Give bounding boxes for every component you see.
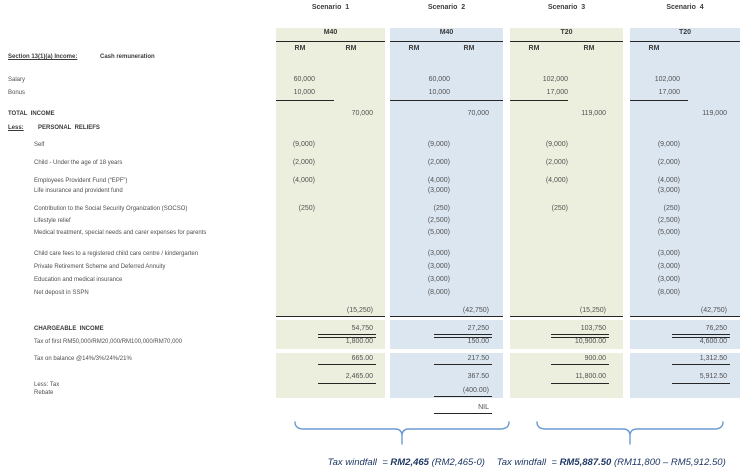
value-cell: (8,000): [657, 289, 680, 296]
scenario-band: [276, 28, 385, 316]
row-label: Contribution to the Social Security Organization (SOCSO): [34, 206, 188, 212]
row-label: Net deposit in SSPN: [34, 290, 89, 296]
value-cell: 665.00: [351, 355, 373, 362]
segment-underline: [630, 41, 740, 43]
scenario-title: Scenario 3: [547, 4, 586, 11]
value-cell: (3,000): [427, 263, 450, 270]
rule-line: [551, 334, 609, 335]
value-cell: (5,000): [657, 229, 680, 236]
value-cell: 102,000: [542, 76, 568, 83]
value-cell: 900.00: [584, 355, 606, 362]
rule-line: [672, 383, 730, 384]
rule-line: [276, 316, 385, 317]
rule-line: [630, 316, 740, 317]
rule-line: [434, 413, 492, 414]
windfall-2-amount: RM5,887.50: [559, 457, 612, 467]
value-cell: (3,000): [427, 187, 450, 194]
windfall-1-prefix: Tax windfall =: [327, 457, 391, 467]
rule-line: [551, 337, 609, 338]
value-cell: (15,250): [579, 307, 606, 314]
value-cell: 17,000: [546, 89, 568, 96]
rm-column-header: RM: [345, 45, 357, 52]
windfall-1-amount: RM2,465: [390, 457, 429, 467]
rm-column-header: RM: [648, 45, 660, 52]
rule-line: [318, 364, 376, 365]
value-cell: 10,000: [428, 89, 450, 96]
rule-line: [434, 334, 492, 335]
rule-line: [318, 334, 376, 335]
row-label: Tax of first RM50,000/RM20,000/RM100,000/RM70,000: [34, 339, 183, 345]
value-cell: (250): [433, 205, 450, 212]
value-cell: 54,750: [351, 325, 373, 332]
value-cell: 367.50: [467, 373, 489, 380]
less-tax-label-line1: Less: Tax: [34, 382, 60, 388]
value-cell: 2,465.00: [345, 373, 373, 380]
scenario-title: Scenario 4: [666, 4, 704, 11]
value-cell: 4,600.00: [699, 338, 727, 345]
rule-line: [630, 100, 688, 101]
scenario-band: [390, 28, 503, 316]
value-cell: (4,000): [657, 177, 680, 184]
row-label: Lifestyle relief: [34, 218, 71, 224]
rule-line: [672, 337, 730, 338]
value-cell: 1,800.00: [345, 338, 373, 345]
value-cell: 60,000: [428, 76, 450, 83]
value-cell: (4,000): [545, 177, 568, 184]
row-label: Bonus: [8, 90, 26, 96]
windfall-1-suffix: (RM2,465-0): [428, 457, 485, 467]
row-label: CHARGEABLE INCOME: [34, 326, 104, 332]
value-cell: (8,000): [427, 289, 450, 296]
rm-column-header: RM: [528, 45, 540, 52]
tax-windfall-note-2: [486, 446, 726, 467]
value-cell: (2,500): [657, 217, 680, 224]
segment-label: T20: [678, 29, 692, 36]
scenario-band: [630, 28, 740, 316]
value-cell: 70,000: [467, 110, 489, 117]
value-cell: NIL: [478, 404, 489, 411]
value-cell: 103,750: [580, 325, 606, 332]
value-cell: 150.00: [467, 338, 489, 345]
value-cell: 119,000: [702, 110, 727, 117]
rule-line: [434, 396, 492, 397]
row-label: Salary: [8, 77, 26, 83]
segment-label: T20: [560, 29, 573, 36]
rule-line: [510, 316, 623, 317]
value-cell: (9,000): [657, 141, 680, 148]
value-cell: (2,000): [427, 159, 450, 166]
rule-line: [672, 334, 730, 335]
value-cell: (5,000): [427, 229, 450, 236]
value-cell: 10,900.00: [574, 338, 606, 345]
value-cell: (4,000): [427, 177, 450, 184]
segment-label: M40: [323, 29, 338, 36]
row-label: Child care fees to a registered child care centre / kindergarten: [34, 251, 199, 257]
row-label: PERSONAL RELIEFS: [38, 125, 100, 131]
rule-line: [318, 337, 376, 338]
value-cell: (42,750): [462, 307, 489, 314]
rm-column-header: RM: [408, 45, 420, 52]
section-heading-sub: Cash remuneration: [100, 54, 155, 60]
rm-column-header: RM: [583, 45, 595, 52]
rule-line: [551, 364, 609, 365]
scenario-title: Scenario 1: [311, 4, 350, 11]
value-cell: (9,000): [545, 141, 568, 148]
rule-line: [551, 383, 609, 384]
rule-line: [510, 100, 568, 101]
value-cell: (2,500): [427, 217, 450, 224]
section-heading-label: Section 13(1)(a) Income:: [8, 54, 78, 60]
value-cell: (9,000): [427, 141, 450, 148]
value-cell: (9,000): [292, 141, 315, 148]
rule-line: [318, 383, 376, 384]
row-label: Self: [34, 142, 45, 148]
value-cell: 119,000: [581, 110, 606, 117]
windfall-2-suffix: (RM11,800 – RM5,912.50): [611, 457, 726, 467]
row-label: Employees Provident Fund (“EPF”): [34, 178, 128, 184]
row-label: Medical treatment, special needs and carer expenses for parents: [34, 230, 207, 236]
rule-line: [434, 337, 492, 338]
rm-column-header: RM: [294, 45, 306, 52]
rm-column-header: RM: [463, 45, 475, 52]
row-label: Private Retirement Scheme and Deferred Annuity: [34, 264, 166, 270]
segment-label: M40: [439, 29, 454, 36]
brace-scenarios-3-4: [537, 422, 723, 444]
segment-underline: [276, 41, 385, 43]
value-cell: (42,750): [700, 307, 727, 314]
tax-windfall-note-1: [317, 446, 485, 467]
row-label: Tax on balance @14%/3%/24%/21%: [34, 356, 132, 362]
value-cell: 217.50: [467, 355, 489, 362]
value-cell: 76,250: [705, 325, 727, 332]
scenario-title: Scenario 2: [427, 4, 466, 11]
value-cell: (3,000): [657, 187, 680, 194]
value-cell: 60,000: [293, 76, 315, 83]
value-cell: 11,800.00: [575, 373, 606, 380]
row-label: Life insurance and provident fund: [34, 188, 123, 194]
value-cell: (250): [663, 205, 680, 212]
value-cell: 1,312.50: [699, 355, 727, 362]
rule-line: [390, 100, 503, 101]
value-cell: (400.00): [462, 387, 489, 394]
row-label: Child - Under the age of 18 years: [34, 160, 123, 166]
value-cell: (4,000): [292, 177, 315, 184]
rule-line: [672, 364, 730, 365]
rule-line: [390, 316, 503, 317]
rule-line: [434, 364, 492, 365]
value-cell: (250): [551, 205, 568, 212]
windfall-2-prefix: Tax windfall =: [496, 457, 560, 467]
row-label: Education and medical insurance: [34, 277, 123, 283]
less-tax-label-line2: Rebate: [34, 390, 54, 396]
value-cell: 10,000: [293, 89, 315, 96]
row-label-prefix: Less:: [8, 125, 24, 131]
value-cell: 27,250: [467, 325, 489, 332]
value-cell: (3,000): [427, 250, 450, 257]
value-cell: (3,000): [657, 263, 680, 270]
value-cell: (2,000): [657, 159, 680, 166]
segment-underline: [390, 41, 503, 43]
value-cell: (3,000): [657, 250, 680, 257]
rule-line: [276, 100, 334, 101]
value-cell: (2,000): [545, 159, 568, 166]
value-cell: 102,000: [654, 76, 680, 83]
value-cell: (2,000): [292, 159, 315, 166]
row-label: TOTAL INCOME: [8, 111, 55, 117]
scenario-band: [510, 28, 623, 316]
value-cell: 70,000: [351, 110, 373, 117]
value-cell: (250): [298, 205, 315, 212]
value-cell: 17,000: [658, 89, 680, 96]
brace-scenarios-1-2: [295, 422, 509, 444]
value-cell: (3,000): [427, 276, 450, 283]
value-cell: (15,250): [346, 307, 373, 314]
segment-underline: [510, 41, 623, 43]
value-cell: 5,912.50: [699, 373, 727, 380]
value-cell: (3,000): [657, 276, 680, 283]
